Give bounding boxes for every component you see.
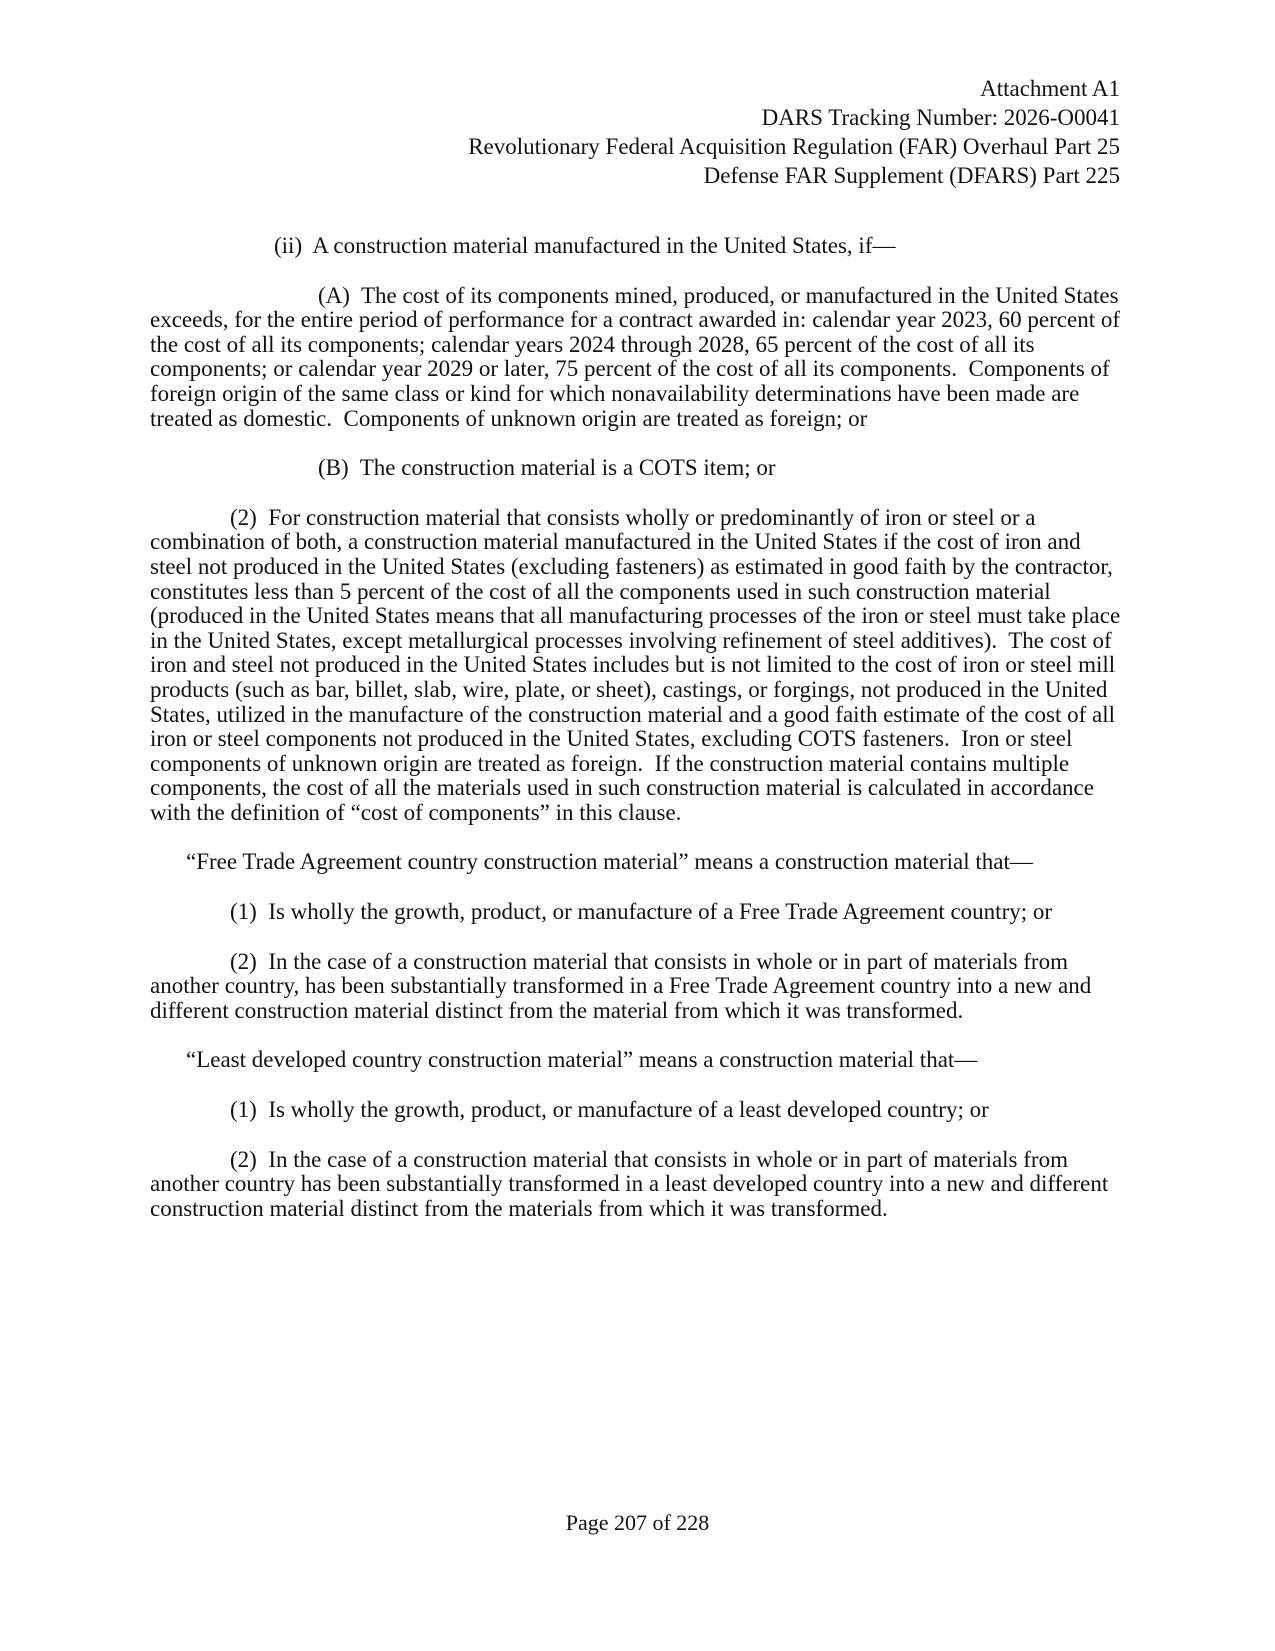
paragraph-2-iron-steel: (2) For construction material that consists wholly or predominantly of iron or steel or a combination of both, a construction material manufactured in the United States if the cost of iron and steel not produced in the United States (excluding fasteners) as estimated in good faith by the contractor, constitutes less than 5 percent of the cost of all the components used in such construction material (produced in the United States means that all manufacturing processes of the iron or steel must take place in the United States, except metallurgical processes involving refinement of steel additives). The cost of iron and steel not produced in the United States includes but is not limited to the cost of iron or steel mill products (such as bar, billet, slab, wire, plate, or sheet), castings, or forgings, not produced in the United States, utilized in the manufacture of the construction material and a good faith estimate of the cost of all iron or steel components not produced in the United States, excluding COTS fasteners. Iron or steel components of unknown origin are treated as foreign. If the construction material contains multiple components, the cost of all the materials used in such construction material is calculated in accordance with the definition of “cost of components” in this clause. xyxy=(150,504,1126,825)
paragraph-ii: (ii) A construction material manufactured in the United States, if— xyxy=(274,233,896,258)
document-body xyxy=(150,234,1125,1246)
paragraph-fta-1: (1) Is wholly the growth, product, or manufacture of a Free Trade Agreement country; or xyxy=(230,899,1053,925)
far-part-title: Revolutionary Federal Acquisition Regulation (FAR) Overhaul Part 25 xyxy=(468,134,1120,159)
paragraph-ldc-1: (1) Is wholly the growth, product, or manufacture of a least developed country; or xyxy=(230,1097,989,1123)
definition-ldc-construction-material: “Least developed country construction material” means a construction material that— xyxy=(186,1047,978,1073)
page-number: Page 207 of 228 xyxy=(565,1510,710,1535)
page-header xyxy=(468,74,1120,190)
paragraph-B: (B) The construction material is a COTS item; or xyxy=(318,455,776,481)
tracking-number: DARS Tracking Number: 2026-O0041 xyxy=(761,105,1120,130)
dfars-part-title: Defense FAR Supplement (DFARS) Part 225 xyxy=(703,163,1120,188)
paragraph-ldc-2: (2) In the case of a construction material that consists in whole or in part of materials from another country has been substantially transformed in a least developed country into a new and different construction material distinct from the materials from which it was transformed. xyxy=(150,1146,1114,1221)
paragraph-A: (A) The cost of its components mined, produced, or manufactured in the United States exceeds, for the entire period of performance for a contract awarded in: calendar year 2023, 60 percent of the cost of all its components; calendar years 2024 through 2028, 65 percent of the cost of all its components; or calendar year 2029 or later, 75 percent of the cost of all its components. Components of foreign origin of the same class or kind for which nonavailability determinations have been made are treated as domestic. Components of unknown origin are treated as foreign; or xyxy=(150,282,1126,431)
definition-fta-construction-material: “Free Trade Agreement country construction material” means a construction material that— xyxy=(186,849,1033,875)
attachment-label: Attachment A1 xyxy=(980,76,1120,101)
paragraph-fta-2: (2) In the case of a construction material that consists in whole or in part of materials from another country, has been substantially transformed in a Free Trade Agreement country into a new and different construction material distinct from the material from which it was transformed. xyxy=(150,948,1097,1023)
